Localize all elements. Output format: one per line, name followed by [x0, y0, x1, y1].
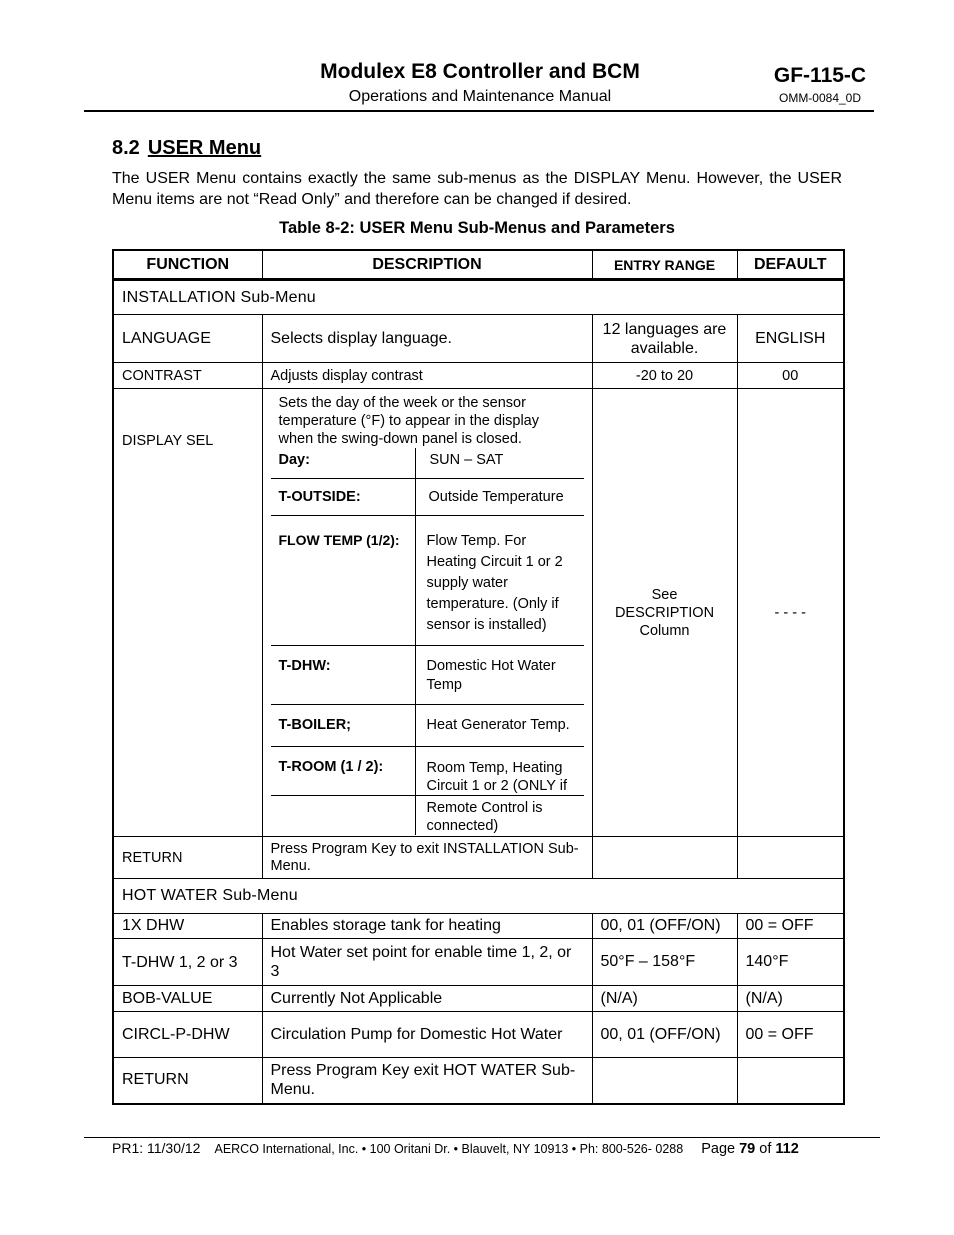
option-row — [271, 704, 584, 746]
hotwater-submenu-title: HOT WATER Sub-Menu — [113, 879, 844, 914]
option-text: Outside Temperature — [415, 478, 584, 515]
cell-function: 1X DHW — [113, 914, 262, 939]
table-header-row — [113, 250, 844, 280]
cell-range: 00, 01 (OFF/ON) — [592, 914, 737, 939]
footer-company: AERCO International, Inc. • 100 Oritani Dr. • Blauvelt, NY 10913 • Ph: 800-526- 0288 — [214, 1142, 684, 1156]
header-description: DESCRIPTION — [262, 250, 592, 280]
cell-range: 00, 01 (OFF/ON) — [592, 1012, 737, 1058]
table-row — [113, 363, 844, 389]
footer-rule — [84, 1137, 880, 1138]
option-text: Domestic Hot Water Temp — [415, 645, 584, 704]
option-text: Remote Control is connected) — [426, 799, 543, 834]
cell-function: DISPLAY SEL — [113, 389, 262, 837]
section-number: 8.2 — [112, 137, 140, 159]
option-label: T-OUTSIDE: — [271, 478, 416, 515]
option-row — [271, 746, 584, 795]
cell-description: Currently Not Applicable — [262, 986, 592, 1012]
cell-description: Enables storage tank for heating — [262, 914, 592, 939]
option-label: T-BOILER; — [271, 704, 416, 746]
cell-default: ENGLISH — [737, 315, 844, 363]
footer-page — [701, 1141, 799, 1157]
header-rule — [84, 110, 874, 112]
option-row — [271, 515, 584, 645]
option-text: Flow Temp. For Heating Circuit 1 or 2 supply water temperature. (Only if sensor is installed) — [415, 515, 584, 645]
table-row — [113, 315, 844, 363]
page-number: 79 — [739, 1141, 756, 1157]
header-default: DEFAULT — [737, 250, 844, 280]
document-subtitle: Operations and Maintenance Manual — [348, 88, 612, 105]
display-sel-options — [271, 448, 584, 835]
option-label-empty — [271, 795, 416, 835]
footer-revision: PR1: 11/30/12 — [112, 1140, 201, 1156]
page-total: 112 — [775, 1141, 799, 1157]
table-row — [113, 1058, 844, 1104]
page-footer — [112, 1140, 799, 1157]
cell-function: RETURN — [113, 1058, 262, 1104]
cell-default: (N/A) — [737, 986, 844, 1012]
display-sel-row — [113, 389, 844, 837]
cell-description: Selects display language. — [262, 315, 592, 363]
cell-range: See DESCRIPTION Column — [592, 389, 737, 837]
document-title: Modulex E8 Controller and BCM — [320, 60, 640, 83]
document-number: OMM-0084_0D — [778, 91, 862, 105]
display-sel-intro: Sets the day of the week or the sensor temperature (°F) to appear in the display when the swing-down panel is closed. — [278, 395, 539, 447]
cell-range — [592, 837, 737, 879]
cell-default: - - - - — [737, 389, 844, 837]
option-text: Room Temp, Heating Circuit 1 or 2 (ONLY if — [415, 746, 584, 795]
cell-range — [592, 1058, 737, 1104]
table-row — [113, 939, 844, 986]
cell-description: Hot Water set point for enable time 1, 2, or 3 — [262, 939, 592, 986]
cell-function: BOB-VALUE — [113, 986, 262, 1012]
cell-function: RETURN — [113, 837, 262, 879]
section-intro: The USER Menu contains exactly the same sub-menus as the DISPLAY Menu. However, the USER Menu items are not “Read Only” and therefore can be changed if desired. — [112, 170, 842, 208]
option-row — [271, 448, 584, 478]
cell-range: 50°F – 158°F — [592, 939, 737, 986]
table-caption: Table 8-2: USER Menu Sub-Menus and Parameters — [279, 219, 675, 237]
cell-function: CIRCL-P-DHW — [113, 1012, 262, 1058]
option-text: Heat Generator Temp. — [415, 704, 584, 746]
page-of: of — [755, 1141, 776, 1157]
cell-range: -20 to 20 — [592, 363, 737, 389]
page-prefix: Page — [701, 1141, 740, 1157]
cell-default — [737, 1058, 844, 1104]
option-row — [271, 478, 584, 515]
cell-default: 00 — [737, 363, 844, 389]
cell-function: CONTRAST — [113, 363, 262, 389]
cell-function: T-DHW 1, 2 or 3 — [113, 939, 262, 986]
option-row — [271, 795, 584, 835]
cell-default: 00 = OFF — [737, 1012, 844, 1058]
cell-function: LANGUAGE — [113, 315, 262, 363]
cell-default — [737, 837, 844, 879]
document-code: GF-115-C — [773, 64, 867, 87]
cell-default: 140°F — [737, 939, 844, 986]
cell-default: 00 = OFF — [737, 914, 844, 939]
cell-range: 12 languages are available. — [592, 315, 737, 363]
user-menu-table — [112, 249, 845, 1105]
display-sel-description — [262, 389, 592, 837]
header-entry-range: ENTRY RANGE — [592, 250, 737, 280]
section-heading — [112, 137, 261, 160]
header-function: FUNCTION — [113, 250, 262, 280]
table-row — [113, 1012, 844, 1058]
option-text: SUN – SAT — [415, 448, 584, 478]
cell-description: Press Program Key exit HOT WATER Sub-Menu. — [262, 1058, 592, 1104]
option-row — [271, 645, 584, 704]
cell-description: Press Program Key to exit INSTALLATION Sub-Menu. — [262, 837, 592, 879]
option-label: Day: — [271, 448, 416, 478]
cell-range: (N/A) — [592, 986, 737, 1012]
option-label: T-ROOM (1 / 2): — [271, 746, 416, 795]
installation-submenu-row — [113, 280, 844, 315]
cell-description: Adjusts display contrast — [262, 363, 592, 389]
table-row — [113, 914, 844, 939]
option-label: FLOW TEMP (1/2): — [271, 515, 416, 645]
section-title: USER Menu — [147, 137, 262, 159]
cell-description: Circulation Pump for Domestic Hot Water — [262, 1012, 592, 1058]
table-row — [113, 837, 844, 879]
hotwater-submenu-row — [113, 879, 844, 914]
installation-submenu-title: INSTALLATION Sub-Menu — [113, 280, 844, 315]
table-row — [113, 986, 844, 1012]
option-label: T-DHW: — [271, 645, 416, 704]
